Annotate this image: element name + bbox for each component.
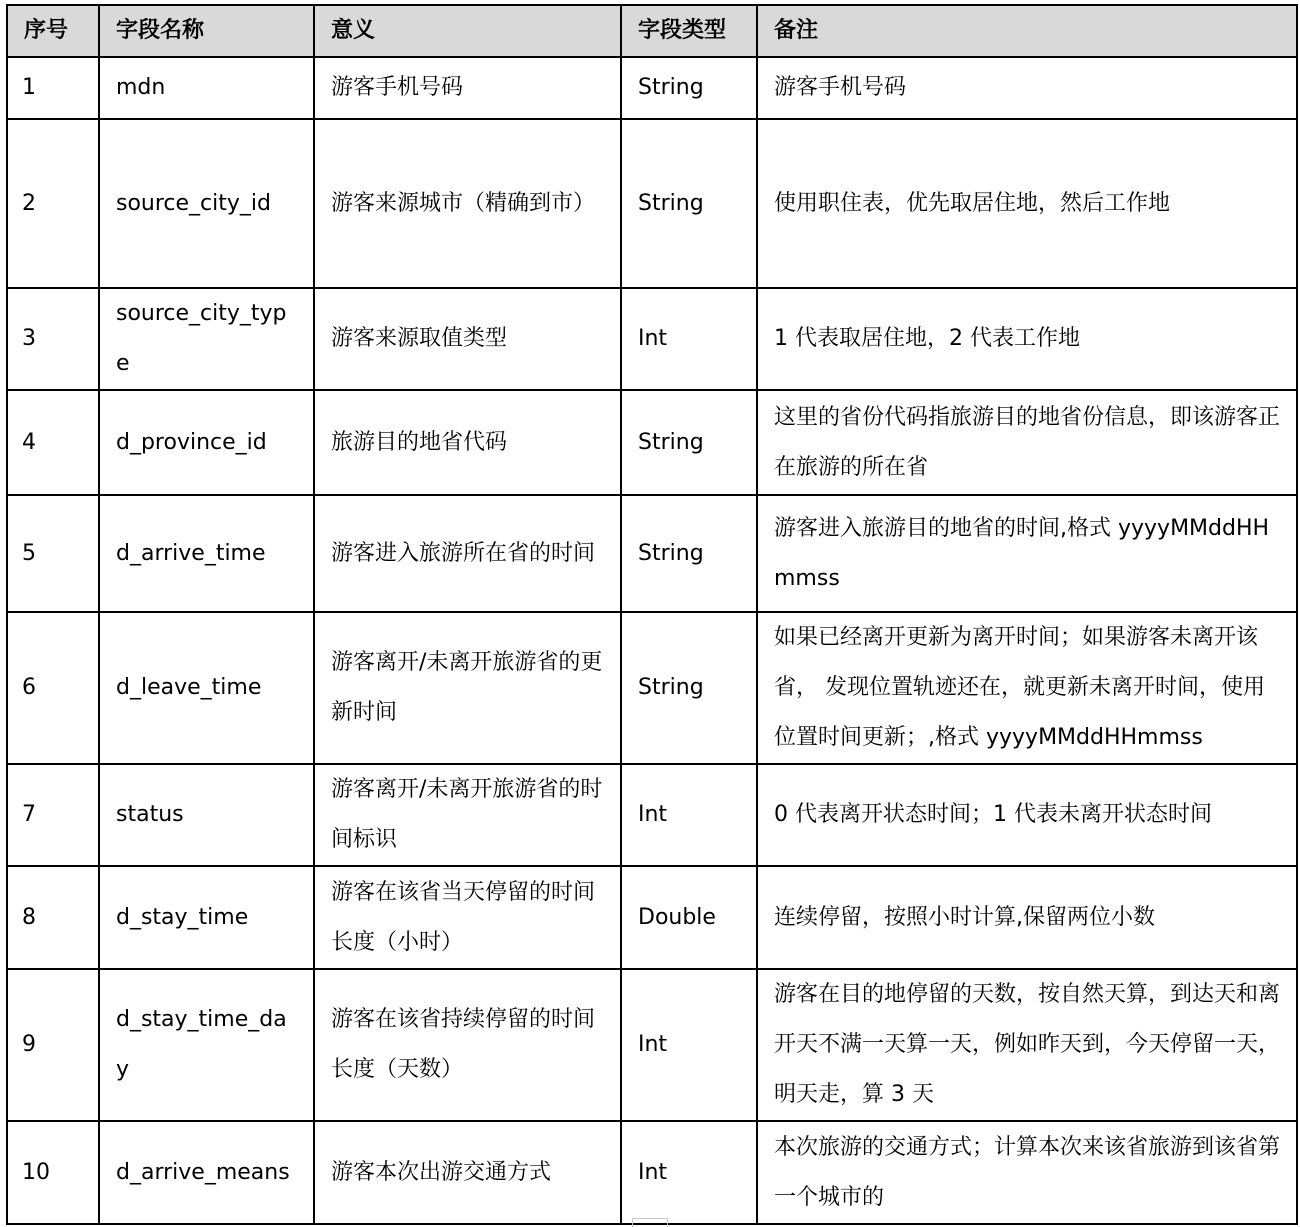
cell-field-name: d_leave_time xyxy=(99,612,314,764)
table-header-row xyxy=(7,5,1297,57)
cell-index: 8 xyxy=(7,866,99,969)
cell-index: 10 xyxy=(7,1121,99,1224)
cell-meaning: 游客来源城市（精确到市） xyxy=(314,119,621,288)
header-field-name: 字段名称 xyxy=(99,5,314,57)
document-page xyxy=(6,4,1298,1225)
cell-field-name: source_city_id xyxy=(99,119,314,288)
cell-field-type: String xyxy=(621,390,757,495)
cell-field-name: mdn xyxy=(99,57,314,119)
header-index: 序号 xyxy=(7,5,99,57)
cell-field-name: d_stay_time xyxy=(99,866,314,969)
cell-meaning: 旅游目的地省代码 xyxy=(314,390,621,495)
cell-meaning: 游客在该省当天停留的时间长度（小时） xyxy=(314,866,621,969)
cell-field-type: Int xyxy=(621,288,757,390)
table-row xyxy=(7,866,1297,969)
cell-index: 3 xyxy=(7,288,99,390)
cell-field-type: String xyxy=(621,119,757,288)
cell-remark: 游客在目的地停留的天数，按自然天算，到达天和离开天不满一天算一天，例如昨天到，今天停留一天，明天走，算 3 天 xyxy=(757,969,1297,1121)
cell-field-type: Int xyxy=(621,1121,757,1224)
header-meaning: 意义 xyxy=(314,5,621,57)
table-row xyxy=(7,119,1297,288)
cell-field-name: d_province_id xyxy=(99,390,314,495)
table-row xyxy=(7,969,1297,1121)
cell-meaning: 游客离开/未离开旅游省的时间标识 xyxy=(314,764,621,866)
cell-field-type: String xyxy=(621,57,757,119)
cell-remark: 游客手机号码 xyxy=(757,57,1297,119)
cell-index: 5 xyxy=(7,495,99,612)
cell-remark: 本次旅游的交通方式；计算本次来该省旅游到该省第一个城市的 xyxy=(757,1121,1297,1224)
table-row xyxy=(7,764,1297,866)
cell-meaning: 游客离开/未离开旅游省的更新时间 xyxy=(314,612,621,764)
cell-meaning: 游客手机号码 xyxy=(314,57,621,119)
cell-index: 4 xyxy=(7,390,99,495)
cell-meaning: 游客在该省持续停留的时间长度（天数） xyxy=(314,969,621,1121)
table-row xyxy=(7,288,1297,390)
cell-meaning: 游客本次出游交通方式 xyxy=(314,1121,621,1224)
cell-remark: 连续停留，按照小时计算,保留两位小数 xyxy=(757,866,1297,969)
cell-field-name: status xyxy=(99,764,314,866)
cell-index: 1 xyxy=(7,57,99,119)
cell-field-type: Double xyxy=(621,866,757,969)
cell-remark: 0 代表离开状态时间；1 代表未离开状态时间 xyxy=(757,764,1297,866)
cell-index: 2 xyxy=(7,119,99,288)
cell-field-type: String xyxy=(621,612,757,764)
cell-meaning: 游客来源取值类型 xyxy=(314,288,621,390)
cell-index: 6 xyxy=(7,612,99,764)
field-definition-table xyxy=(6,4,1298,1225)
table-row xyxy=(7,57,1297,119)
cell-remark: 这里的省份代码指旅游目的地省份信息，即该游客正在旅游的所在省 xyxy=(757,390,1297,495)
header-remark: 备注 xyxy=(757,5,1297,57)
cell-field-type: Int xyxy=(621,764,757,866)
cell-field-name: source_city_type xyxy=(99,288,314,390)
table-row xyxy=(7,495,1297,612)
cell-remark: 1 代表取居住地，2 代表工作地 xyxy=(757,288,1297,390)
cell-remark: 如果已经离开更新为离开时间；如果游客未离开该省， 发现位置轨迹还在，就更新未离开时间，使用位置时间更新；,格式 yyyyMMddHHmmss xyxy=(757,612,1297,764)
table-row xyxy=(7,612,1297,764)
table-row xyxy=(7,390,1297,495)
table-row xyxy=(7,1121,1297,1224)
cell-field-name: d_arrive_time xyxy=(99,495,314,612)
page-crop-mark xyxy=(632,1218,668,1227)
cell-field-name: d_arrive_means xyxy=(99,1121,314,1224)
cell-remark: 使用职住表，优先取居住地，然后工作地 xyxy=(757,119,1297,288)
cell-field-type: Int xyxy=(621,969,757,1121)
cell-index: 7 xyxy=(7,764,99,866)
cell-field-name: d_stay_time_day xyxy=(99,969,314,1121)
header-field-type: 字段类型 xyxy=(621,5,757,57)
cell-index: 9 xyxy=(7,969,99,1121)
cell-meaning: 游客进入旅游所在省的时间 xyxy=(314,495,621,612)
cell-remark: 游客进入旅游目的地省的时间,格式 yyyyMMddHHmmss xyxy=(757,495,1297,612)
cell-field-type: String xyxy=(621,495,757,612)
